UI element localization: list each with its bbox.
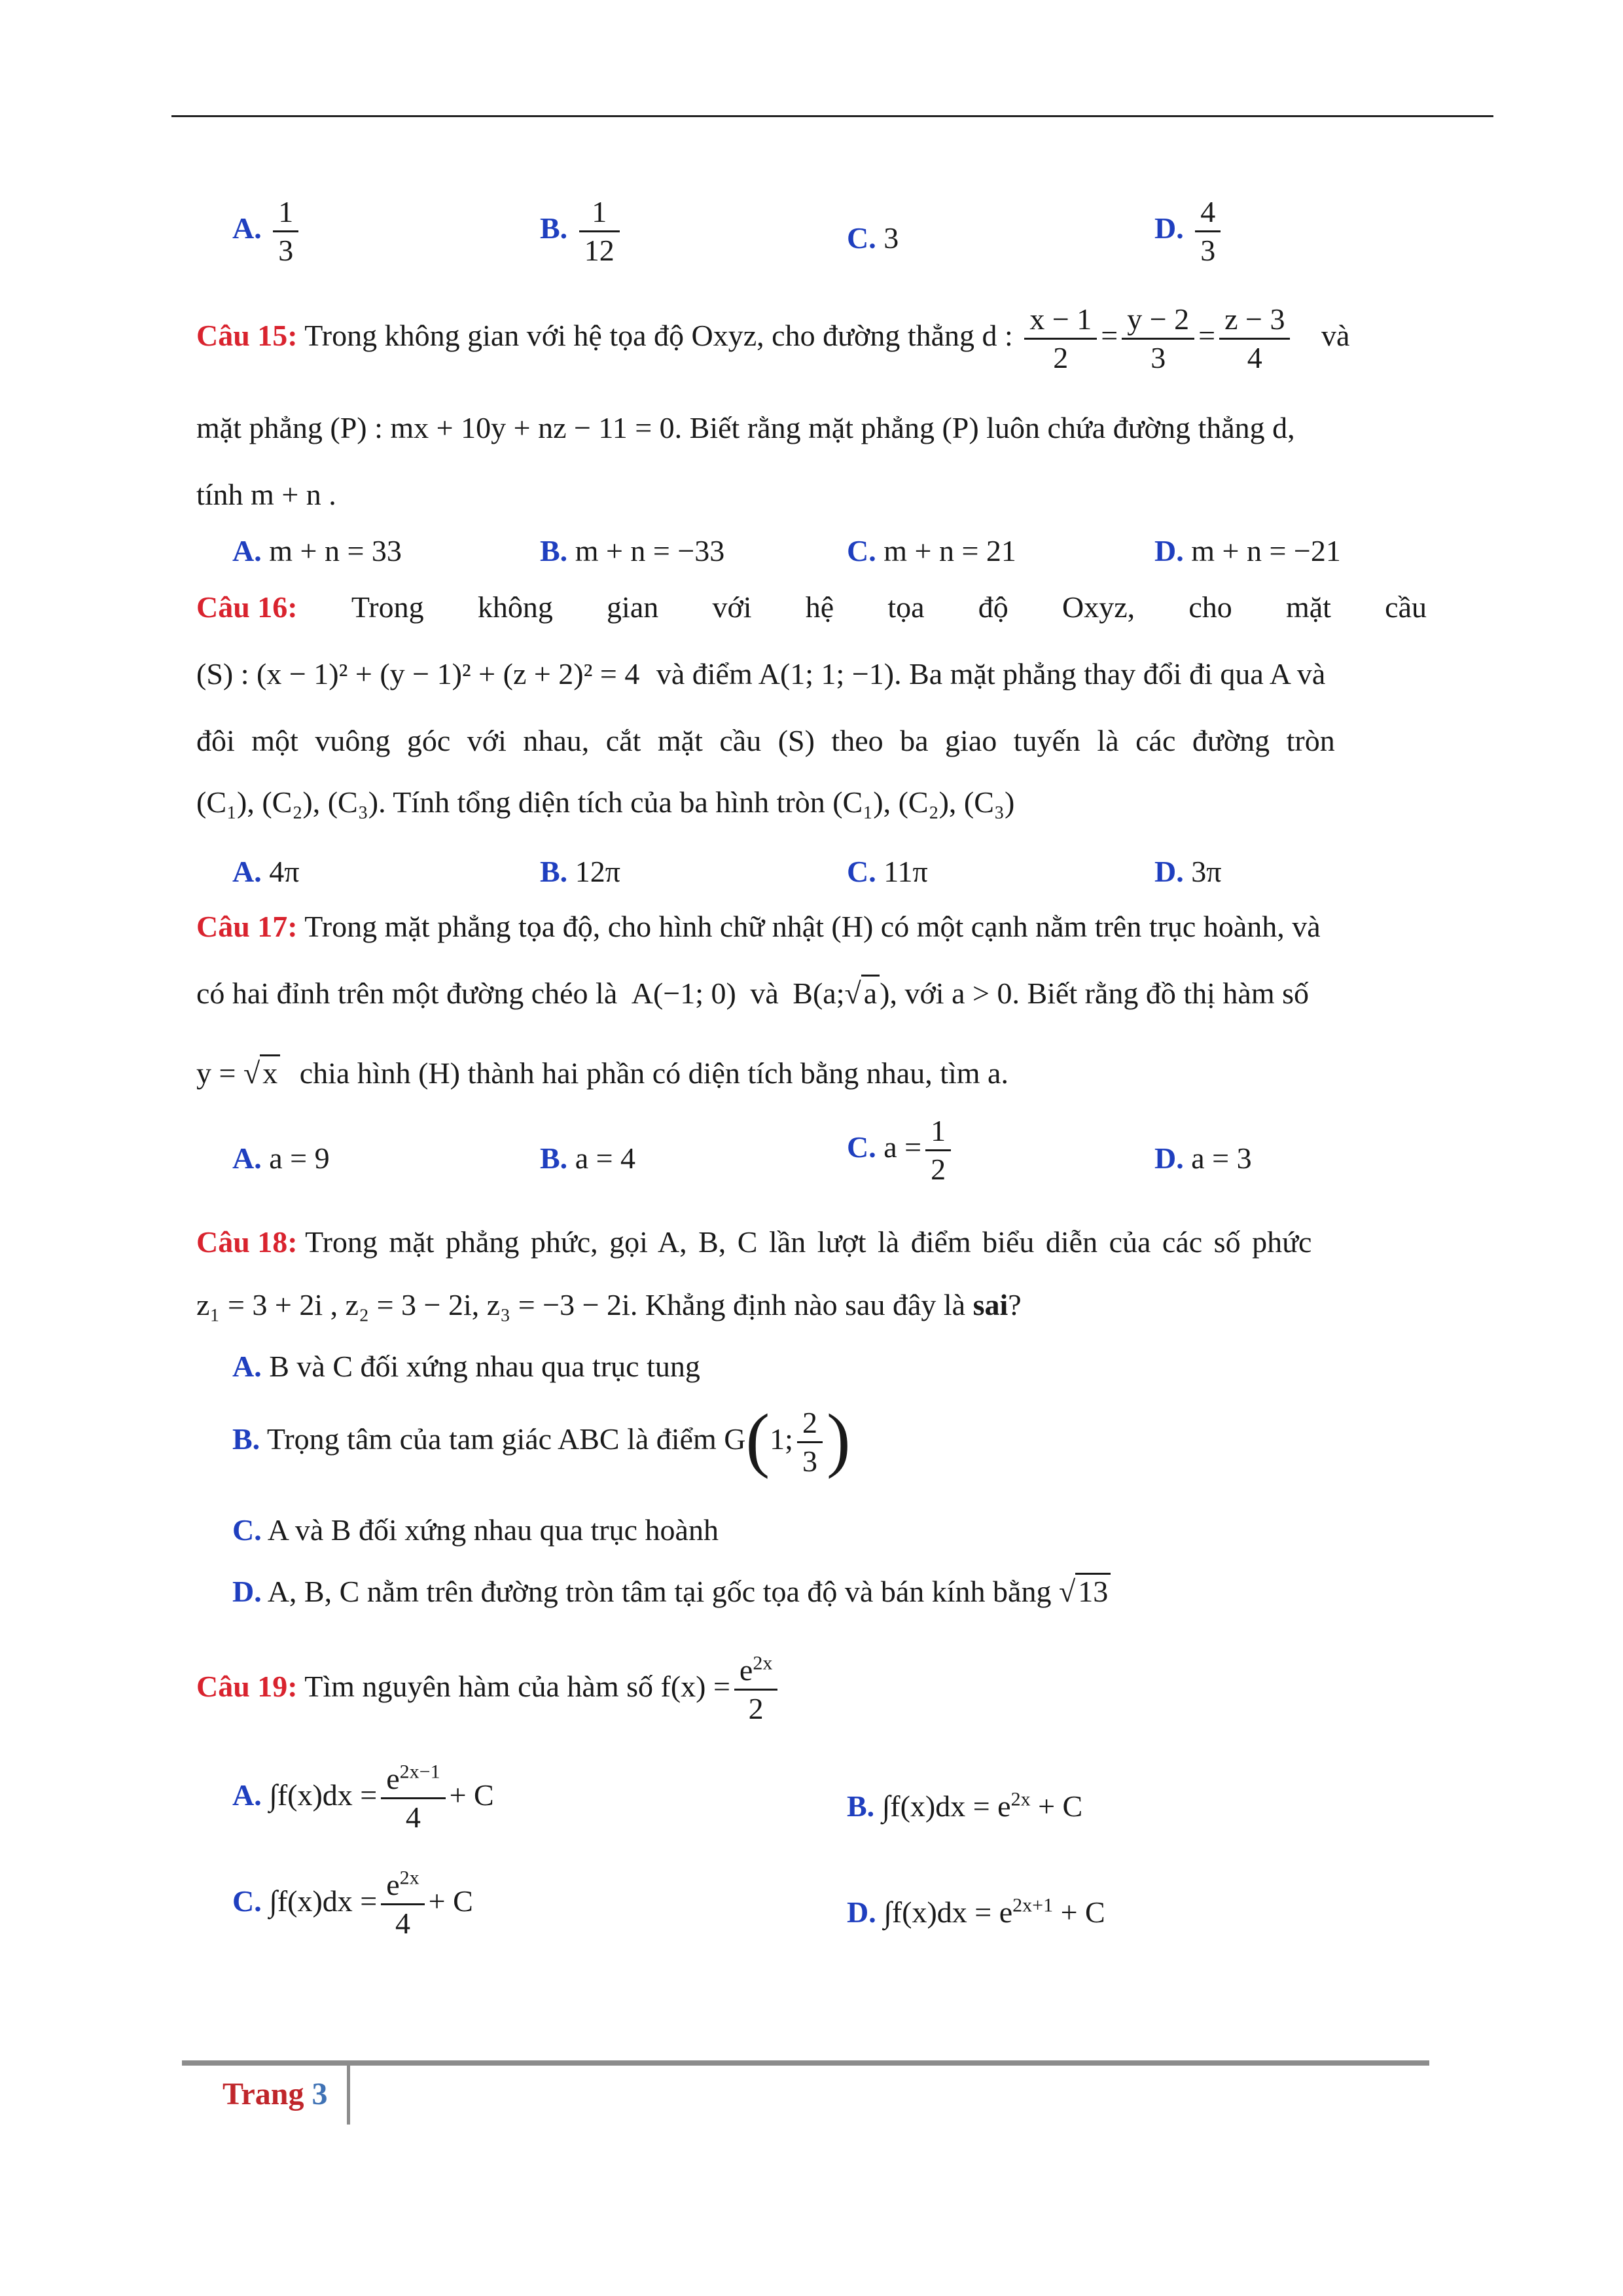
point-name: G	[724, 1422, 746, 1456]
option-label: B.	[540, 1141, 568, 1175]
numerator	[381, 1867, 424, 1905]
word: cầu	[1385, 590, 1427, 624]
text: . Tính tổng diện tích của ba hình tròn	[378, 785, 825, 819]
q19-option-a	[232, 1761, 494, 1836]
plane-equation: (P) : mx + 10y + nz − 11 = 0	[330, 411, 675, 444]
q18-line2	[196, 1285, 1022, 1325]
q18-option-c	[232, 1511, 719, 1550]
q16-option-b	[540, 852, 620, 891]
text: . Ba mặt phẳng thay đổi đi qua A và	[894, 657, 1326, 691]
q17-option-d	[1154, 1139, 1252, 1178]
base: e	[739, 1653, 753, 1687]
function-def	[660, 1652, 782, 1725]
numerator: 2	[797, 1405, 823, 1443]
denominator: 4	[395, 1907, 410, 1940]
word: hệ	[805, 590, 834, 624]
text: mặt phẳng	[196, 411, 323, 444]
header-rule	[171, 115, 1493, 117]
option-text: B và C đối xứng nhau qua trục tung	[269, 1350, 700, 1383]
denominator: 3	[1200, 234, 1216, 267]
footer-divider	[347, 2066, 350, 2125]
word: tọa	[887, 590, 925, 624]
integral: ∫f(x)dx =	[269, 1778, 378, 1812]
fraction	[797, 1405, 823, 1480]
q15-line2	[196, 408, 1295, 448]
denominator: 2	[1053, 341, 1069, 374]
fraction	[734, 1652, 777, 1727]
numerator: 1	[273, 194, 298, 232]
fraction	[579, 194, 620, 269]
option-text: Trọng tâm của tam giác ABC là điểm	[266, 1422, 717, 1456]
denominator: 4	[1247, 341, 1262, 374]
option-text: A, B, C nằm trên đường tròn tâm tại gốc tọa độ và bán kính bằng	[267, 1575, 1052, 1608]
text: và điểm	[656, 657, 753, 691]
option-text: 4π	[269, 855, 300, 888]
fraction	[925, 1113, 951, 1188]
question-label: Câu 15:	[196, 319, 298, 353]
constant: + C	[1038, 1789, 1083, 1823]
q14-option-a	[232, 194, 302, 269]
paren: )	[826, 1399, 851, 1480]
fraction	[1195, 194, 1221, 269]
page-label: Trang	[223, 2077, 304, 2111]
q16-line4	[196, 783, 1014, 822]
base: e	[386, 1762, 400, 1795]
q19-option-c	[232, 1867, 473, 1942]
circles: (C₁), (C₂), (C₃)	[196, 785, 379, 819]
q18-line1	[196, 1223, 1311, 1262]
text: đôi một vuông góc với nhau, cắt mặt cầu (S) theo ba giao tuyến là các đường tròn	[196, 724, 1335, 757]
integral: ∫f(x)dx = e	[883, 1895, 1013, 1929]
text: và	[750, 977, 779, 1010]
point-b	[793, 977, 889, 1010]
option-label: D.	[1154, 1141, 1184, 1175]
q14-option-b	[540, 194, 624, 269]
text: Trong mặt phẳng tọa độ, cho hình chữ nhật (H) có một cạnh nằm trên trục hoành, và	[304, 910, 1321, 943]
denominator: 2	[748, 1692, 764, 1725]
numerator: y − 2	[1122, 301, 1194, 340]
option-label: A.	[232, 855, 262, 888]
option-label: A.	[232, 1350, 262, 1383]
constant: + C	[449, 1778, 494, 1812]
word: với	[712, 590, 752, 624]
q17-line2	[196, 974, 1309, 1013]
option-text: a =	[883, 1130, 922, 1164]
option-text: m + n = −33	[575, 534, 725, 567]
integral: ∫f(x)dx =	[269, 1884, 378, 1918]
radicand: 13	[1075, 1573, 1111, 1608]
q16-option-d	[1154, 852, 1221, 891]
option-text: 12π	[575, 855, 620, 888]
point-b-suffix: )	[880, 977, 890, 1010]
q17-option-b	[540, 1139, 635, 1178]
point-a: A(−1; 0)	[631, 977, 736, 1010]
question-label: Câu 19:	[196, 1670, 298, 1704]
sqrt: √a	[844, 974, 880, 1013]
exponent: 2x	[1010, 1788, 1031, 1810]
radicand: x	[260, 1054, 280, 1090]
footer-rule	[182, 2060, 1429, 2066]
coordinate: 1;	[770, 1422, 793, 1456]
exponent: 2x−1	[399, 1761, 440, 1783]
option-text: m + n = 21	[883, 534, 1016, 567]
q16-option-c	[847, 852, 928, 891]
q18-option-b	[232, 1399, 851, 1480]
option-label: A.	[232, 211, 262, 245]
option-label: C.	[232, 1884, 262, 1918]
denominator: 3	[278, 234, 294, 267]
function-prefix: y =	[196, 1056, 236, 1090]
q18-option-a	[232, 1347, 700, 1386]
text: Trong mặt phẳng phức, gọi A, B, C lần lượt là điểm biểu diễn của các số phức	[305, 1225, 1312, 1259]
word: độ	[978, 590, 1008, 624]
word: Trong	[351, 590, 424, 624]
numerator: 1	[925, 1113, 951, 1151]
point-b-prefix: B(a;	[793, 977, 845, 1010]
q15-option-b	[540, 531, 724, 571]
exponent: 2x	[399, 1867, 419, 1889]
option-text: a = 9	[269, 1141, 330, 1175]
option-text: 3π	[1191, 855, 1222, 888]
option-label: D.	[232, 1575, 262, 1608]
word: gian	[607, 590, 659, 624]
question-label: Câu 18:	[196, 1225, 298, 1259]
option-label: B.	[847, 1789, 875, 1823]
option-text: m + n = −21	[1191, 534, 1341, 567]
text: . Biết rằng đồ thị hàm số	[1012, 977, 1310, 1010]
q15-line1	[196, 301, 1427, 376]
q14-option-d	[1154, 194, 1224, 269]
question-label: Câu 17:	[196, 910, 298, 943]
fraction	[381, 1761, 445, 1836]
paren: (	[745, 1399, 770, 1480]
text: . Biết rằng mặt phẳng (P) luôn chứa đường thẳng d,	[674, 411, 1295, 444]
question-label: Câu 16:	[196, 590, 298, 624]
text: . Khẳng định nào sau đây là	[630, 1288, 966, 1321]
option-text: m + n = 33	[269, 534, 402, 567]
option-label: B.	[540, 211, 568, 245]
q19-option-d	[847, 1893, 1105, 1932]
text: có hai đỉnh trên một đường chéo là	[196, 977, 618, 1010]
page-number-value: 3	[312, 2077, 328, 2111]
fraction-x	[1024, 301, 1097, 376]
option-label: B.	[232, 1422, 260, 1456]
word: cho	[1188, 590, 1232, 624]
fraction	[273, 194, 298, 269]
complex-numbers: z₁ = 3 + 2i , z₂ = 3 − 2i, z₃ = −3 − 2i	[196, 1288, 630, 1321]
line-prefix: d :	[982, 319, 1013, 353]
option-label: D.	[1154, 855, 1184, 888]
denominator: 4	[405, 1801, 421, 1834]
exponent: 2x+1	[1012, 1894, 1054, 1916]
q15-option-c	[847, 531, 1016, 571]
text: , với	[889, 977, 944, 1010]
q17-option-a	[232, 1139, 330, 1178]
exponent: 2x	[753, 1652, 773, 1674]
constant: + C	[428, 1884, 473, 1918]
question-text: Tìm nguyên hàm của hàm số	[304, 1670, 654, 1704]
condition: a > 0	[952, 977, 1012, 1010]
text: chia hình (H) thành hai phần có diện tích bằng nhau, tìm a.	[299, 1056, 1008, 1090]
option-label: C.	[847, 855, 876, 888]
q17-line1	[196, 907, 1321, 946]
numerator	[381, 1761, 445, 1799]
q17-line3	[196, 1054, 1008, 1093]
denominator: 12	[584, 234, 615, 267]
q15-line3	[196, 475, 336, 514]
q15-option-d	[1154, 531, 1341, 571]
option-label: D.	[1154, 211, 1184, 245]
equals-sign: =	[1101, 319, 1118, 353]
numerator: x − 1	[1024, 301, 1097, 340]
q18-option-d	[232, 1572, 1111, 1611]
emphasis: sai	[972, 1288, 1008, 1321]
function-lhs: f(x) =	[660, 1670, 730, 1704]
radicand: a	[861, 975, 880, 1010]
q15-option-a	[232, 531, 402, 571]
q17-option-c	[847, 1113, 955, 1188]
page-number	[223, 2075, 327, 2114]
fraction-z	[1219, 301, 1290, 376]
constant: + C	[1060, 1895, 1105, 1929]
word: Oxyz,	[1062, 590, 1135, 624]
q14-option-c	[847, 219, 899, 258]
question-text: Trong không gian với hệ tọa độ Oxyz, cho đường thẳng	[304, 319, 975, 353]
sqrt: √x	[243, 1054, 280, 1093]
text: tính m + n .	[196, 478, 336, 511]
text: ?	[1008, 1288, 1022, 1321]
q19-option-b	[847, 1787, 1082, 1826]
sqrt: √13	[1059, 1572, 1111, 1611]
option-label: A.	[232, 534, 262, 567]
q19-line1	[196, 1652, 781, 1727]
fraction-y	[1122, 301, 1194, 376]
q16-line2	[196, 655, 1325, 694]
q16-line1	[196, 588, 1427, 627]
circles: (C₁), (C₂), (C₃)	[832, 785, 1015, 819]
option-label: C.	[847, 1130, 876, 1164]
option-label: D.	[847, 1895, 876, 1929]
option-text: 3	[883, 221, 899, 255]
function	[196, 1056, 280, 1090]
equals-sign: =	[1198, 319, 1216, 353]
sphere-equation: (S) : (x − 1)² + (y − 1)² + (z + 2)² = 4	[196, 657, 640, 691]
option-label: C.	[847, 534, 876, 567]
denominator: 2	[931, 1153, 946, 1186]
base: e	[386, 1868, 400, 1901]
option-label: A.	[232, 1778, 262, 1812]
word: không	[477, 590, 553, 624]
option-text: 11π	[883, 855, 928, 888]
option-label: B.	[540, 855, 568, 888]
denominator: 3	[1150, 341, 1166, 374]
numerator: z − 3	[1219, 301, 1290, 340]
integral: ∫f(x)dx = e	[882, 1789, 1011, 1823]
option-label: A.	[232, 1141, 262, 1175]
numerator	[734, 1652, 777, 1691]
q16-option-a	[232, 852, 299, 891]
point-a: A(1; 1; −1)	[758, 657, 895, 691]
option-label: B.	[540, 534, 568, 567]
option-text: a = 3	[1191, 1141, 1252, 1175]
fraction	[381, 1867, 424, 1942]
conjunction: và	[1321, 319, 1350, 353]
option-label: D.	[1154, 534, 1184, 567]
q16-line3	[196, 721, 1427, 761]
option-label: C.	[847, 221, 876, 255]
point-g	[724, 1399, 851, 1480]
word: mặt	[1285, 590, 1331, 624]
option-label: C.	[232, 1513, 262, 1547]
numerator: 4	[1195, 194, 1221, 232]
option-text: a = 4	[575, 1141, 636, 1175]
option-text: A và B đối xứng nhau qua trục hoành	[267, 1513, 719, 1547]
denominator: 3	[802, 1444, 817, 1478]
numerator: 1	[579, 194, 620, 232]
